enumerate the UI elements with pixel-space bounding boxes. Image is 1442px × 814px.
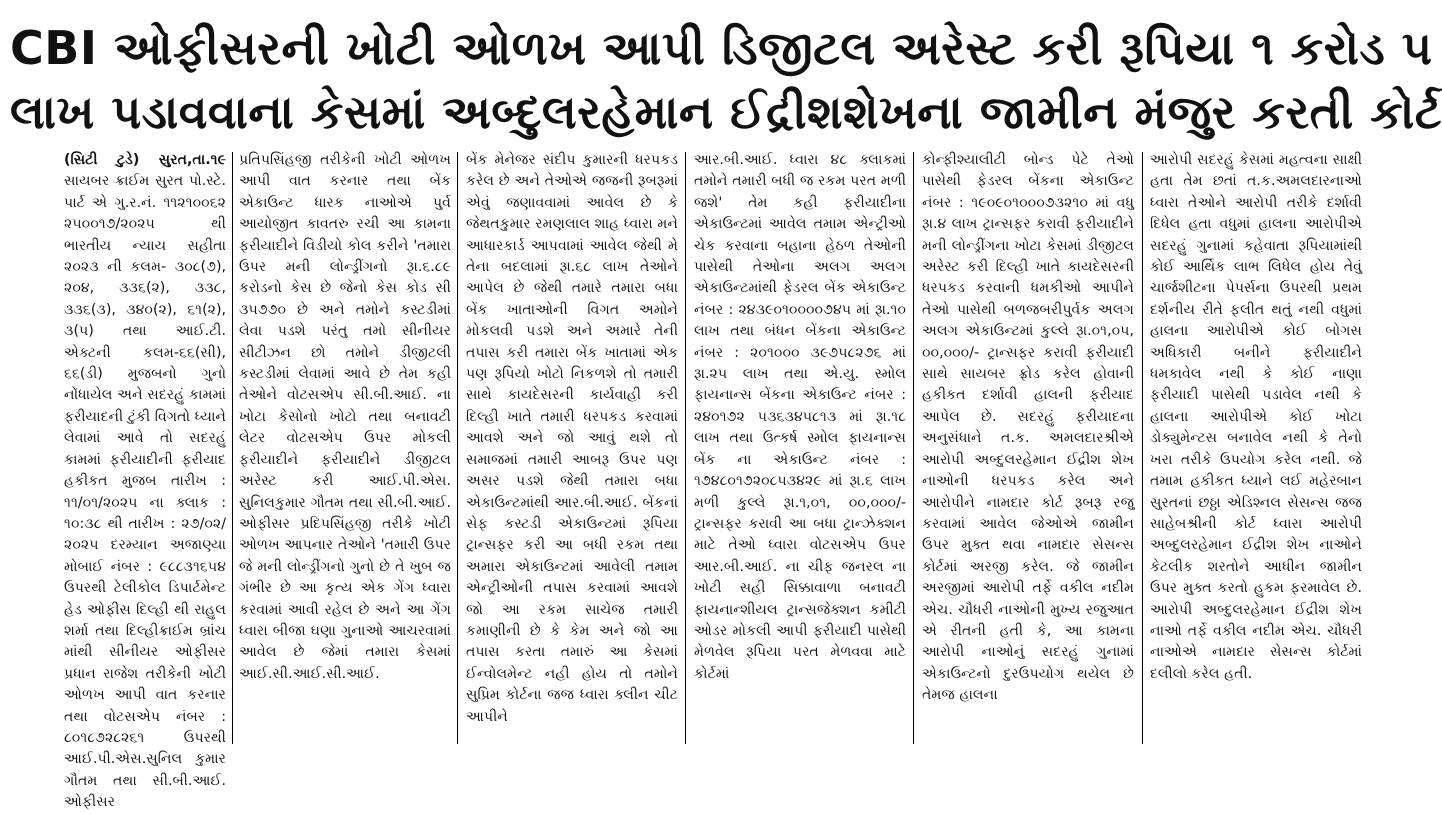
headline xyxy=(0,0,1442,148)
article-column-6 xyxy=(1146,150,1366,750)
column-1-text: સાયબર ક્રાઈમ સુરત પો.સ્ટે. પાર્ટ એ ગુ.ર.નં. ૧૧૨૧૦૦૬૨ ૨૫૦૦૧૭/૨૦૨૫ થી ભારતીય ન્યાય સહીતા ૨૦૨૩ ની કલમ- ૩૦૮(૭), ૨૦૪, ૩૩૬(૨), ૩૩૮, ૩૩૬(૩), ૩૪૦(૨), ૬૧(૨), ૩(૫) તથા આઈ.ટી. એક્ટની કલમ-૬૬(સી), ૬૬(ડી) મુજબનો ગુનો નોંધાયેલ અને સદરહું કામમાં ફરીયાદની ટુંકી વિગતો ધ્યાને લેવામાં આવે તો સદરહું કામમાં ફરીયાદીની ફરીયાદ હકીકત મુજબ તારીખ : ૧૧/૦૧/૨૦૨૫ ના ક્લાક : ૧૦:૩૮ થી તારીખ : ૨૭/૦૨/ ૨૦૨૫ દરમ્યાન અજાણ્યા મોબાઈ નંબર : ૯૮૮૩૧૬૫૪ ઉપરથી ટેલીકોલ ડિપાર્ટમેન્ટ હેડ ઓફીસ દિલ્હી થી રાહુલ શર્મા તથા દિલ્હીક્રાઈમ બ્રાંચ માંથી સીનીયર ઓફીસર પ્રધાન રાજેશ તરીકેની ખોટી ઓળખ આપી વાત કરનાર તથા વોટસએપ નંબર : ૮૦૧૮૭૨૮૨૬૧ ઉપરથી આઈ.પી.એસ.સુનિલ કુમાર ગૌતમ તથા સી.બી.આઈ. ઓફીસર xyxy=(64,173,226,811)
article-body xyxy=(0,150,1370,811)
column-4-text: આર.બી.આઈ. ધ્વારા ૪૮ ક્લાકમાં તમોને તમારી બધી જ રકમ પરત મળી જશે' તેમ કહી ફરીયાદીના એકાઉન્ટમાં આવેલ તમામ એન્ટ્રીઓ ચેક કરવાના બહાના હેઠળ તેઓની પાસેથી તેઓના અલગ અલગ એકાઉન્ટમાંથી ફેડરલ બેંક એકાઉન્ટ નંબર : ૨૪૩૯૦૧૦૦૦૦૭૪૫ માં રૂા.૧૦ લાખ તથા બંધન બેંકના એકાઉન્ટ નંબર : ૨૦૧૦૦૦ ૩૯૭૫૮૨૭૬ માં રૂા.૨૫ લાખ તથા એ.યુ. સ્મોલ ફાયનાન્સ બેંકના એકાઉન્ટ નંબર : ૨૪૦૧૭૨ ૫૩૬૩૪૫૮૧૩ માં રૂા.૧૮ લાખ તથા ઉત્કર્ષ સ્મોલ ફાયનાન્સ બેંક ના એકાઉન્ટ નંબર : ૧૭૪૮૦૧૭૨૦૮૫૩૪૨૯ માં રૂા.૬ લાખ મળી કુલ્લે રૂા.૧,૦૧, ૦૦,૦૦૦/- ટ્રાન્સફર કરાવી આ બધા ટ્રાન્ઝેક્શન માટે તેઓ ધ્વારા વોટસએપ ઉપર આર.બી.આઈ. ના ચીફ જનરલ ના ખોટી સહી સિક્કાવાળા બનાવટી ફાયનાન્શીયલ ટ્રાન્સજેક્શન કમીટી ઓડર મોકલી આપી ફરીયાદી પાસેથી મેળવેલ રૂપિયા પરત મેળવવા માટે કોર્ટમાં xyxy=(694,152,906,682)
column-3-text: બેંક મેનેજર સંદીપ કુમારની ધરપકડ કરેલ છે અને તેઓએ જજની રૂબરૂમાં એવું જણાવવામાં આવેલ છે કે જેથતકુમાર રમણલાલ શાહ ધ્વારા મને આધારકાર્ડ આપવામાં આવેલ જેથી મે તેના બદલામાં રૂા.૬૮ લાખ તેઓને આપેલ છે જેથી તમારે તમારા બધા બેંક ખાતાઓની વિગત અમોને મોકલવી પડશે અને અમારે તેની તપાસ કરી તમારા બેંક ખાતામાં એક પણ રૂપિયો ખોટો નિકળશે તો તમારી સાથે કાયદેસરની કાર્યવાહી કરી દિલ્હી ખાતે તમારી ધરપકડ કરવામાં આવશે અને જો આવું થશે તો સમાજમાં તમારી આબરૂ ઉપર પણ અસર પડશે જેથી તમારા બધા એકાઉન્ટમાંથી આર.બી.આઈ. બેંકનાં સેફ કસ્ટડી એકાઉન્ટમાં રૂપિયા ટ્રાન્સફર કરી આ બધી રકમ તથા અમારા એકાઉન્ટમાં આવેલી તમામ એન્ટ્રીઓની તપાસ કરવામાં આવશે જો આ રકમ સાચેજ તમારી કમાણીની છે કે કેમ અને જો આ તપાસ કરતા તમારું આ કેસમાં ઈન્વોલમેન્ટ નહી હોય તો તમોને સુપ્રિમ કોર્ટના જજ ધ્વારા ક્લીન ચીટ આપીને xyxy=(466,152,678,725)
headline-line-2: લાખ પડાવવાના કેસમાં અબ્દુલરહેમાન ઈદ્રીશશેખના જામીન મંજુર કરતી કોર્ટ xyxy=(10,85,1442,139)
column-divider xyxy=(232,152,233,744)
column-divider xyxy=(685,152,686,744)
column-6-text: આરોપી સદરહું કેસમાં મહત્વના સાક્ષી હતા તેમ છતાં ત.ક.અમલદારનાઓ ધ્વારા તેઓને આરોપી તરીકે દર્શાવી દિધેલ હતા વધુમાં હાલના આરોપીએ સદરહું ગુનામાં કહેવાતા રૂપિયામાંથી કોઈ આર્થિક લાભ લિધેલ હોય તેવું ચાર્જશીટના પેપર્સના ઉપરથી પ્રથમ દર્શનીય રીતે ફલીત થતું નથી વધુમાં હાલના આરોપીએ કોઈ બોગસ અધિકારી બનીને ફરીયાદીને ધમકાવેલ નથી કે કોઈ નાણા ફરીયાદી પાસેથી પડાવેલ નથી કે હાલના આરોપીએ કોઈ ખોટા ડોક્યુમેન્ટસ બનાવેલ નથી કે તેનો ખરા તરીકે ઉપયોગ કરેલ નથી. જે તમામ હકીકત ધ્યાને લઈ મહેરબાન સુરતનાં છઠ્ઠા એડિશ્નલ સેસન્સ જજ સાહેબશ્રીની કોર્ટ ધ્વારા આરોપી અબ્દુલરહેમાન ઈદ્રીશ શેખ નાઓને કેટલીક શરતોને આધીન જામીન ઉપર મુક્ત કરતો હુકમ ફરમાવેલ છે. આરોપી અબ્દુલરહેમાન ઈદ્રીશ શેખ નાઓ તર્ફે વકીલ નદીમ એચ. ચૌધરી નાઓએ નામદાર સેસન્સ કોર્ટમાં દલીલો કરેલ હતી. xyxy=(1150,152,1362,682)
dateline: (સિટી ટુડે) સુરત,તા.૧૯ xyxy=(64,152,226,168)
article-column-3 xyxy=(462,150,682,750)
headline-line-1: CBI ઓફીસરની ખોટી ઓળખ આપી ડિજીટલ અરેસ્ટ કરી રૂપિયા ૧ કરોડ ૫ xyxy=(10,21,1433,75)
article-column-1 xyxy=(60,150,230,811)
article-column-4 xyxy=(690,150,910,750)
column-divider xyxy=(913,152,914,744)
article-column-5 xyxy=(918,150,1138,750)
column-divider xyxy=(457,152,458,744)
column-2-text: પ્રતિપસિંહજી તરીકેની ખોટી ઓળખ આપી વાત કરનાર તથા બેંક એકાઉન્ટ ધારક નાઓએ પુર્વ આયોજીત કાવતરુ રચી આ કામના ફરીયાદીને વિડીયો કોલ કરીને 'તમારા ઉપર મની લોન્ડ્રીંગનો રૂા.૬.૮૯ કરોડનો કેસ છે જેનો કેસ કોડ સી ૩૫૭૭૦ છે અને તમોને કસ્ટડીમાં લેવા પડશે પરંતુ તમો સીનીયર સીટીઝન છો તમોને ડીજીટલી કસ્ટડીમાં લેવામાં આવે છે તેમ કહી તેઓને વોટસએપ સી.બી.આઈ. ના ખોટા કેસોનો ખોટો તથા બનાવટી લેટર વોટસએપ ઉપર મોકલી ફરીયાદીને ફરીયાદીને ડીજીટલ અરેસ્ટ કરી આઈ.પી.એસ. સુનિલકુમાર ગૌતમ તથા સી.બી.આઈ. ઓફીસર પ્રદિપસિંહજી તરીકે ખોટી ઓળખ આપનાર તેઓને 'તમારી ઉપર જે મની લોન્ડ્રીંગનો ગુનો છે તે ખુબ જ ગંભીર છે આ કૃત્ય એક ગેંગ ધ્વારા કરવામાં આવી રહેલ છે અને આ ગેંગ ધ્વારા બીજા ઘણા ગુનાઓ આચરવામાં આવેલ છે જેમાં તમારા કેસમાં આઈ.સી.આઈ.સી.આઈ. xyxy=(239,152,451,682)
column-5-text: કોન્ફીશ્યાલીટી બોન્ડ પેટે તેઓ પાસેથી ફેડરલ બેંકના એકાઉન્ટ નંબર : ૧૯૦૯૦૧૦૦૦૭૩૨૧૦ માં વધુ રૂા.૪ લાખ ટ્રાન્સફર કરાવી ફરીયાદીને મની લોન્ડ્રીંગના ખોટા કેસમાં ડીજીટલ અરેસ્ટ કરી દિલ્હી ખાતે કાયદેસરની ધરપકડ કરવાની ધમકીઓ આપીને તેઓ પાસેથી બળજબરીપુર્વક અલગ અલગ એકાઉન્ટમાં કુલ્લે રૂા.૦૧,૦૫, ૦૦,૦૦૦/- ટ્રાન્સફર કરાવી ફરીયાદી સાથે સાયબર ફ્રોડ કરેલ હોવાની હકીકત દર્શાવી હાલની ફરીયાદ આપેલ છે. સદરહું ફરીયાદના અનુસંધાને ત.ક. અમલદારશ્રીએ આરોપી અબ્દુલરહેમાન ઈદ્રીશ શેખ નાઓની ધરપકડ કરેલ અને આરોપીને નામદાર કોર્ટ રૂબરૂ રજુ કરવામાં આવેલ જેઓએ જામીન ઉપર મુક્ત થવા નામદાર સેસન્સ કોર્ટમાં અરજી કરેલ. જે જામીન અરજીમાં આરોપી તર્ફે વકીલ નદીમ એચ. ચૌધરી નાઓની મુખ્ય રજુઆત એ રીતની હતી કે, આ કામના આરોપી નાઓનું સદરહું ગુનામાં એકાઉન્ટનો દુરઉપયોગ થયેલ છે તેમજ હાલના xyxy=(922,152,1134,704)
column-divider xyxy=(1142,152,1143,744)
article-column-2 xyxy=(235,150,455,750)
